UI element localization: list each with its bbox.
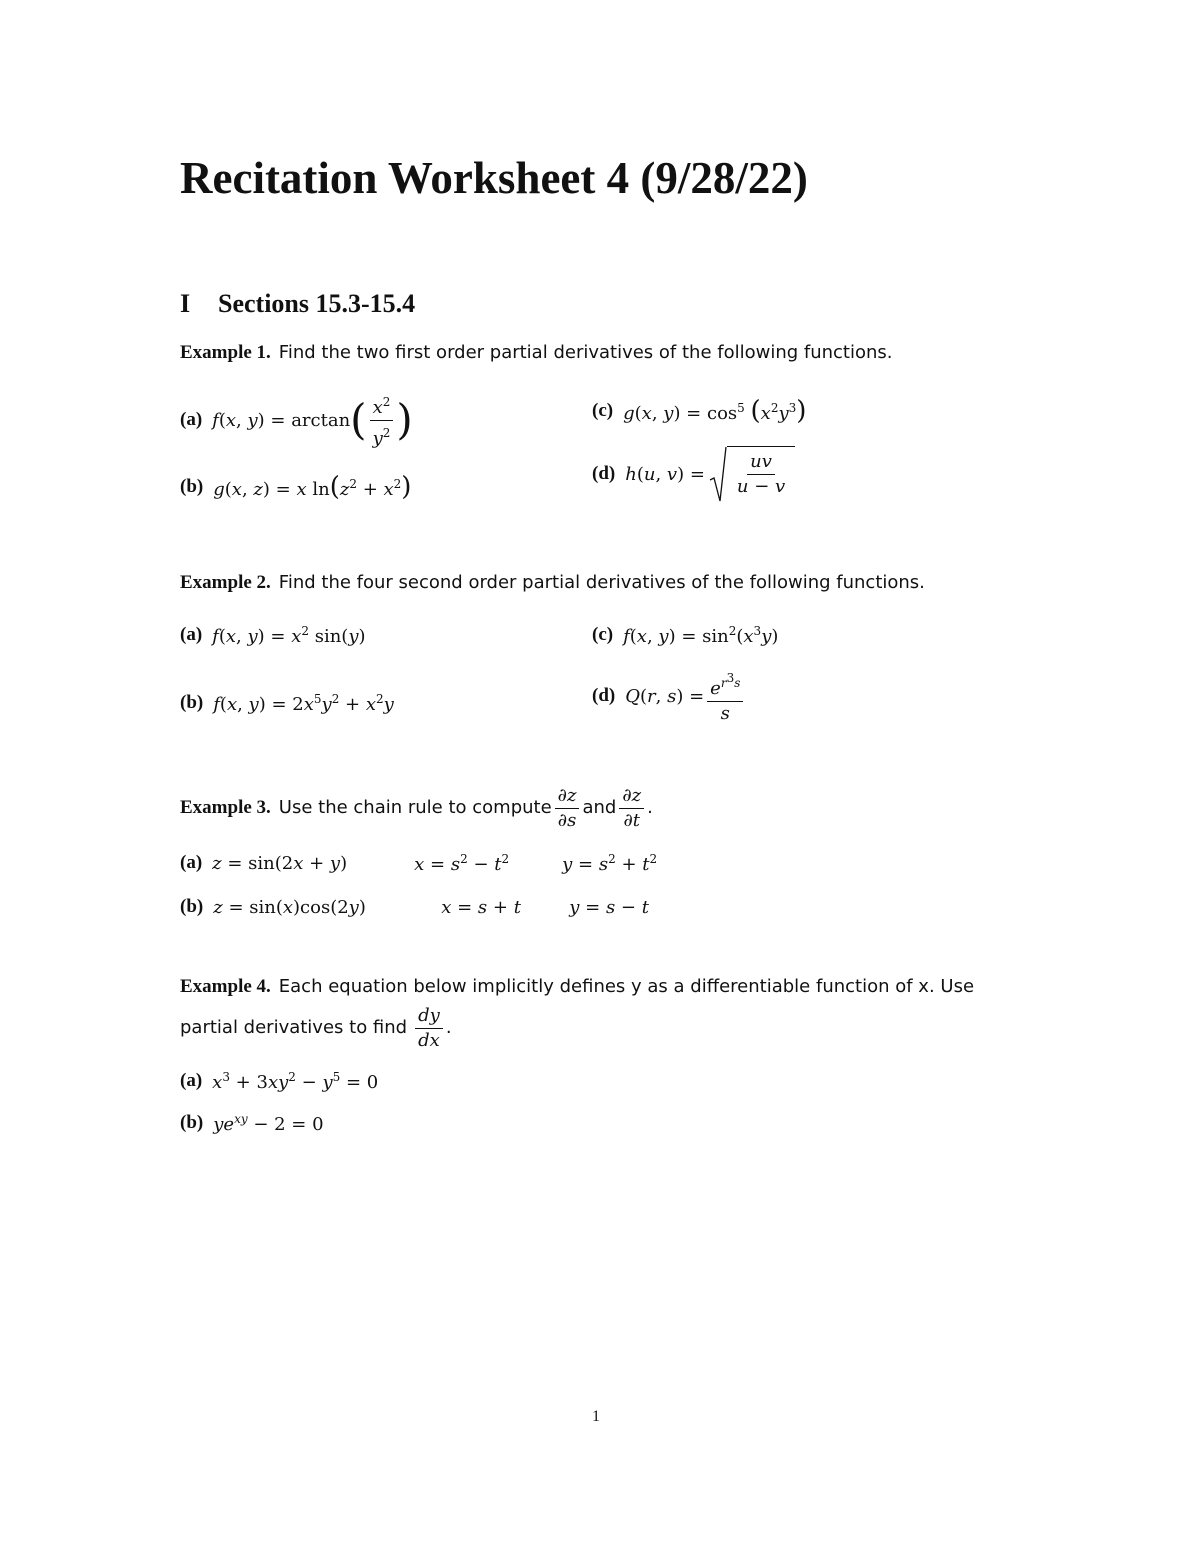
- item-tag: (b): [180, 896, 204, 917]
- math-expression: Q(r, s) =: [625, 685, 705, 707]
- section-number: I: [180, 289, 191, 318]
- example-2-item-d: (d) Q(r, s) = $\frac{e^{r^3s}}{s}$: [592, 664, 746, 728]
- item-tag: (b): [180, 476, 204, 497]
- example-2-item-a: [180, 620, 366, 650]
- section-heading: [180, 288, 415, 320]
- example-1-item-b: [180, 470, 411, 504]
- item-tag: (a): [180, 1070, 203, 1091]
- example-3-item-b: [180, 892, 649, 922]
- y-substitution: y = s − t: [569, 896, 649, 918]
- example-4-text-line-1: Each equation below implicitly defines y as a differentiable function of x. Use: [278, 976, 975, 997]
- example-1-prompt: [180, 340, 893, 366]
- item-tag: (d): [592, 463, 616, 484]
- example-4-item-b: [180, 1108, 324, 1138]
- item-tag: (a): [180, 852, 203, 873]
- example-1-item-a: (a) f(x, y) = arctan ( $\frac{x^2}{y^2}$ ): [180, 388, 413, 452]
- example-4-item-a: [180, 1066, 378, 1096]
- section-name: Sections 15.3-15.4: [218, 289, 416, 318]
- math-expression: f(x, $y) = \sin^2(x^3y)$: [623, 623, 779, 647]
- math-expression: z = sin(x)cos(2y): [213, 896, 366, 918]
- math-expression: $ye^{xy} - 2 = 0$: [213, 1111, 324, 1135]
- example-3-item-a: [180, 848, 657, 878]
- example-3-prompt: Example 3. Use the chain rule to compute $\frac{\partial z}{\partial s}$ and $\frac{\partial z}{\partial t}$ .: [180, 784, 653, 831]
- x-substitution: x = s + t: [441, 896, 521, 918]
- math-expression: g(x, $y) = \cos^5 (x^2y^3)$: [623, 396, 807, 426]
- page-number: 1: [592, 1408, 600, 1425]
- example-1-item-d: [592, 444, 795, 504]
- square-root: $\frac{uv}{u - v}$: [709, 446, 795, 502]
- math-expression: z = sin(2x + y): [212, 852, 348, 874]
- example-1-label: Example 1.: [180, 342, 271, 363]
- example-3-and: and: [582, 797, 617, 818]
- item-tag: (a): [180, 409, 203, 430]
- example-4-text-line-2: partial derivatives to find: [180, 1017, 408, 1038]
- math-expression: $x^3 + 3xy^2 - y^5 = 0$: [212, 1069, 379, 1093]
- example-3-label: Example 3.: [180, 797, 271, 818]
- example-3-text: Use the chain rule to compute: [278, 797, 552, 818]
- math-expression: f(x, $y) = x^2$ sin(y): [212, 623, 366, 647]
- dy-dx-fraction: $\frac{dy}{dx}$: [415, 1006, 443, 1051]
- item-tag: (b): [180, 692, 204, 713]
- partial-z-partial-s: $\frac{\partial z}{\partial s}$: [555, 786, 580, 831]
- example-2-item-b: [180, 688, 394, 718]
- example-2-label: Example 2.: [180, 572, 271, 593]
- x-substitution: $x = s^2 - t^2$: [414, 851, 510, 875]
- example-2-text: Find the four second order partial derivatives of the following functions.: [278, 572, 925, 593]
- item-tag: (c): [592, 400, 614, 421]
- item-tag: (c): [592, 624, 614, 645]
- math-expression: f(x, $y) = 2x^5y^2 + x^2y$: [213, 691, 394, 715]
- partial-z-partial-t: $\frac{\partial z}{\partial t}$: [619, 786, 644, 831]
- example-4-prompt-line-2: partial derivatives to find $\frac{dy}{dx}$ .: [180, 1004, 452, 1051]
- example-4-prompt-line-1: [180, 974, 974, 1000]
- example-1-text: Find the two first order partial derivatives of the following functions.: [278, 342, 893, 363]
- math-expression: h(u, v) =: [625, 463, 705, 485]
- example-2-item-c: [592, 620, 778, 650]
- y-substitution: $y = s^2 + t^2$: [562, 851, 658, 875]
- item-tag: (b): [180, 1112, 204, 1133]
- example-2-prompt: [180, 570, 925, 596]
- item-tag: (d): [592, 685, 616, 706]
- example-4-label: Example 4.: [180, 976, 271, 997]
- math-expression: g(x, z) = x $\ln(z^2 + x^2)$: [213, 472, 412, 502]
- page-title: Recitation Worksheet 4 (9/28/22): [180, 153, 808, 203]
- math-expression: f(x, y) = arctan: [212, 409, 351, 431]
- item-tag: (a): [180, 624, 203, 645]
- example-1-item-c: [592, 394, 806, 428]
